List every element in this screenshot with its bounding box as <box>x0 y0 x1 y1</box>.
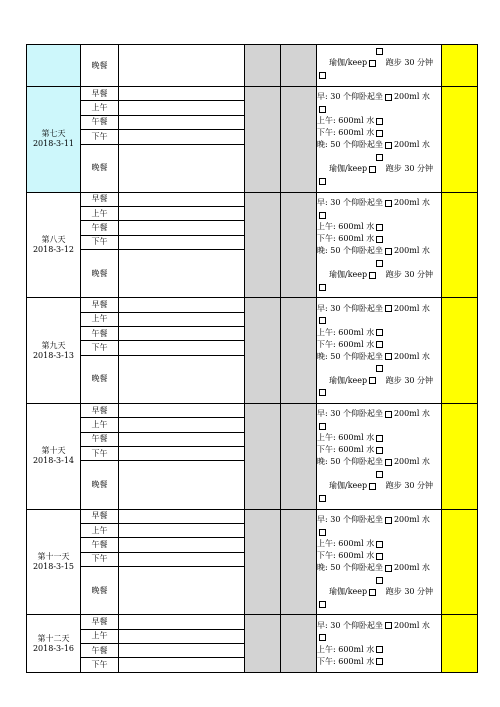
note-cell[interactable] <box>119 447 245 461</box>
plan-yoga: 瑜伽/keep <box>329 481 368 491</box>
plan-evening: 晚: 50 个仰卧起坐 <box>317 246 383 256</box>
plan-line <box>317 221 441 233</box>
table-row <box>27 404 478 418</box>
yellow-column-cell <box>442 509 478 615</box>
meal-breakfast: 早餐 <box>91 88 108 98</box>
plan-water-pm: 下午: 600ml 水 <box>317 551 375 561</box>
yellow-column-cell <box>442 192 478 298</box>
meal-label <box>81 207 119 221</box>
day-label-cell <box>27 298 81 404</box>
plan-line <box>317 514 441 526</box>
note-cell[interactable] <box>119 45 245 87</box>
day-name: 第十一天 <box>37 552 70 562</box>
plan-line <box>317 269 441 281</box>
checkbox[interactable] <box>369 589 376 596</box>
note-cell[interactable] <box>119 101 245 115</box>
yellow-column-cell <box>442 45 478 87</box>
day-date: 2018-3-11 <box>32 139 75 149</box>
meal-morning: 上午 <box>91 208 108 218</box>
plan-line <box>317 538 441 550</box>
meal-label <box>81 615 119 629</box>
plan-line <box>317 115 441 127</box>
note-cell[interactable] <box>119 509 245 523</box>
meal-afternoon: 下午 <box>91 131 108 141</box>
plan-line <box>317 586 441 598</box>
meal-label <box>81 341 119 355</box>
yellow-column-cell <box>442 87 478 193</box>
plan-line <box>317 444 441 456</box>
meal-label <box>81 432 119 446</box>
exercise-plan-cell <box>317 509 442 615</box>
checkbox[interactable] <box>369 272 376 279</box>
plan-water-am: 上午: 600ml 水 <box>317 327 375 337</box>
day-label-cell <box>27 192 81 298</box>
checkbox[interactable] <box>376 541 383 548</box>
plan-line <box>317 550 441 562</box>
plan-line <box>317 303 441 315</box>
checkbox[interactable] <box>385 94 392 101</box>
table-row <box>27 509 478 523</box>
day-date: 2018-3-14 <box>32 456 75 466</box>
plan-line <box>317 245 441 257</box>
plan-water-200: 200ml 水 <box>393 515 430 525</box>
table-row <box>27 87 478 101</box>
meal-lunch: 午餐 <box>91 328 108 338</box>
yellow-column-cell <box>442 404 478 510</box>
gray-column-cell <box>281 615 317 673</box>
checkbox[interactable] <box>385 459 392 466</box>
meal-lunch: 午餐 <box>91 540 108 550</box>
note-cell[interactable] <box>119 130 245 144</box>
meal-dinner: 晚餐 <box>91 163 108 173</box>
day-date: 2018-3-13 <box>32 350 75 360</box>
plan-morning: 早: 30 个仰卧起坐 <box>317 515 383 525</box>
meal-label <box>81 404 119 418</box>
exercise-plan-cell <box>317 615 442 673</box>
meal-afternoon: 下午 <box>91 660 108 670</box>
plan-line <box>317 139 441 151</box>
meal-afternoon: 下午 <box>91 448 108 458</box>
note-cell[interactable] <box>119 432 245 446</box>
plan-line <box>317 456 441 468</box>
checkbox[interactable] <box>385 248 392 255</box>
plan-morning: 早: 30 个仰卧起坐 <box>317 620 383 630</box>
note-cell[interactable] <box>119 207 245 221</box>
plan-water-am: 上午: 600ml 水 <box>317 539 375 549</box>
checkbox[interactable] <box>376 646 383 653</box>
plan-water-pm: 下午: 600ml 水 <box>317 339 375 349</box>
day-label-cell <box>27 87 81 193</box>
gray-column-cell <box>281 404 317 510</box>
note-cell[interactable] <box>119 524 245 538</box>
meal-dinner: 晚餐 <box>91 480 108 490</box>
plan-run: 跑步 30 分钟 <box>385 164 434 174</box>
plan-water-pm: 下午: 600ml 水 <box>317 445 375 455</box>
gray-column-cell <box>281 87 317 193</box>
plan-line <box>317 432 441 444</box>
plan-evening: 晚: 50 个仰卧起坐 <box>317 457 383 467</box>
checkbox[interactable] <box>376 341 383 348</box>
meal-label <box>81 629 119 643</box>
note-cell[interactable] <box>119 418 245 432</box>
plan-run: 跑步 30 分钟 <box>385 58 434 67</box>
meal-label <box>81 221 119 235</box>
meal-label <box>81 418 119 432</box>
yellow-column-cell <box>442 615 478 673</box>
plan-line <box>317 233 441 245</box>
note-cell[interactable] <box>119 404 245 418</box>
plan-line <box>317 480 441 492</box>
gray-column-cell <box>281 45 317 87</box>
note-cell[interactable] <box>119 567 245 615</box>
checkbox[interactable] <box>319 178 326 185</box>
day-name: 第七天 <box>41 129 66 139</box>
note-cell[interactable] <box>119 538 245 552</box>
gray-column-cell <box>281 509 317 615</box>
note-cell[interactable] <box>119 461 245 509</box>
checkbox[interactable] <box>376 329 383 336</box>
checkbox[interactable] <box>376 154 383 161</box>
meal-label <box>81 552 119 566</box>
meal-lunch: 午餐 <box>91 117 108 127</box>
meal-dinner: 晚餐 <box>91 374 108 384</box>
day-name: 第八天 <box>41 235 66 245</box>
checkbox[interactable] <box>319 634 326 641</box>
checkbox[interactable] <box>376 260 383 267</box>
meal-label <box>81 658 119 673</box>
checkbox[interactable] <box>319 72 326 79</box>
plan-line <box>317 351 441 363</box>
meal-breakfast: 早餐 <box>91 617 108 627</box>
checkbox[interactable] <box>319 212 326 219</box>
plan-run: 跑步 30 分钟 <box>385 481 434 491</box>
plan-evening: 晚: 50 个仰卧起坐 <box>317 140 383 150</box>
meal-afternoon: 下午 <box>91 554 108 564</box>
plan-water-200: 200ml 水 <box>393 246 430 256</box>
meal-lunch: 午餐 <box>91 223 108 233</box>
table-row <box>27 45 478 87</box>
checkbox[interactable] <box>319 317 326 324</box>
gray-column-cell <box>245 45 281 87</box>
plan-water-200: 200ml 水 <box>393 620 430 630</box>
meal-label <box>81 524 119 538</box>
checkbox[interactable] <box>385 411 392 418</box>
plan-water-200: 200ml 水 <box>393 140 430 150</box>
checkbox[interactable] <box>385 622 392 629</box>
checkbox[interactable] <box>319 284 326 291</box>
meal-morning: 上午 <box>91 525 108 535</box>
checkbox[interactable] <box>376 236 383 243</box>
diet-exercise-tracker-table <box>26 44 478 673</box>
plan-water-pm: 下午: 600ml 水 <box>317 656 375 666</box>
checkbox[interactable] <box>319 389 326 396</box>
day-date: 2018-3-16 <box>32 643 75 653</box>
gray-column-cell <box>245 192 281 298</box>
meal-label <box>81 101 119 115</box>
meal-label <box>81 144 119 192</box>
note-cell[interactable] <box>119 327 245 341</box>
plan-morning: 早: 30 个仰卧起坐 <box>317 92 383 102</box>
checkbox[interactable] <box>376 658 383 665</box>
meal-label <box>81 235 119 249</box>
plan-yoga: 瑜伽/keep <box>329 164 368 174</box>
gray-column-cell <box>281 192 317 298</box>
checkbox[interactable] <box>376 553 383 560</box>
note-cell[interactable] <box>119 235 245 249</box>
plan-water-200: 200ml 水 <box>393 457 430 467</box>
note-cell[interactable] <box>119 192 245 206</box>
checkbox[interactable] <box>369 60 376 67</box>
day-label-cell <box>27 45 81 87</box>
plan-line <box>317 91 441 103</box>
plan-line <box>317 408 441 420</box>
day-label-cell <box>27 615 81 673</box>
plan-water-200: 200ml 水 <box>393 92 430 102</box>
plan-water-200: 200ml 水 <box>393 409 430 419</box>
yellow-column-cell <box>442 298 478 404</box>
checkbox[interactable] <box>385 517 392 524</box>
exercise-plan-cell <box>317 87 442 193</box>
gray-column-cell <box>245 404 281 510</box>
day-date: 2018-3-15 <box>32 562 75 572</box>
meal-morning: 上午 <box>91 631 108 641</box>
plan-morning: 早: 30 个仰卧起坐 <box>317 303 383 313</box>
meal-breakfast: 早餐 <box>91 405 108 415</box>
plan-line <box>317 562 441 574</box>
plan-morning: 早: 30 个仰卧起坐 <box>317 409 383 419</box>
plan-water-200: 200ml 水 <box>393 303 430 313</box>
day-label-cell <box>27 509 81 615</box>
plan-line <box>317 197 441 209</box>
meal-label <box>81 298 119 312</box>
meal-morning: 上午 <box>91 103 108 113</box>
checkbox[interactable] <box>376 577 383 584</box>
checkbox[interactable] <box>376 118 383 125</box>
day-name: 第十二天 <box>37 633 70 643</box>
note-cell[interactable] <box>119 144 245 192</box>
day-name: 第十天 <box>41 446 66 456</box>
note-cell[interactable] <box>119 312 245 326</box>
meal-label <box>81 644 119 658</box>
meal-dinner: 晚餐 <box>91 60 108 70</box>
note-cell[interactable] <box>119 115 245 129</box>
plan-water-am: 上午: 600ml 水 <box>317 644 375 654</box>
plan-yoga: 瑜伽/keep <box>329 375 368 385</box>
meal-label <box>81 130 119 144</box>
meal-label <box>81 447 119 461</box>
checkbox[interactable] <box>385 353 392 360</box>
exercise-plan-cell <box>317 404 442 510</box>
meal-lunch: 午餐 <box>91 434 108 444</box>
exercise-plan-cell <box>317 192 442 298</box>
plan-yoga: 瑜伽/keep <box>329 58 368 67</box>
plan-morning: 早: 30 个仰卧起坐 <box>317 198 383 208</box>
checkbox[interactable] <box>369 377 376 384</box>
checkbox[interactable] <box>319 423 326 430</box>
meal-breakfast: 早餐 <box>91 194 108 204</box>
day-label-cell <box>27 404 81 510</box>
plan-water-am: 上午: 600ml 水 <box>317 433 375 443</box>
note-cell[interactable] <box>119 298 245 312</box>
checkbox[interactable] <box>319 495 326 502</box>
note-cell[interactable] <box>119 87 245 101</box>
plan-line <box>317 339 441 351</box>
checkbox[interactable] <box>319 601 326 608</box>
checkbox[interactable] <box>376 471 383 478</box>
meal-afternoon: 下午 <box>91 237 108 247</box>
checkbox[interactable] <box>385 565 392 572</box>
meal-dinner: 晚餐 <box>91 268 108 278</box>
plan-water-am: 上午: 600ml 水 <box>317 116 375 126</box>
plan-run: 跑步 30 分钟 <box>385 587 434 597</box>
meal-breakfast: 早餐 <box>91 511 108 521</box>
gray-column-cell <box>245 87 281 193</box>
checkbox[interactable] <box>376 447 383 454</box>
meal-label <box>81 250 119 298</box>
note-cell[interactable] <box>119 615 245 629</box>
meal-label <box>81 327 119 341</box>
checkbox[interactable] <box>385 142 392 149</box>
exercise-plan-cell <box>317 298 442 404</box>
meal-label <box>81 461 119 509</box>
checkbox[interactable] <box>319 529 326 536</box>
meal-breakfast: 早餐 <box>91 300 108 310</box>
meal-label <box>81 355 119 403</box>
checkbox[interactable] <box>376 48 383 55</box>
plan-line <box>317 163 441 175</box>
plan-water-pm: 下午: 600ml 水 <box>317 128 375 138</box>
plan-water-pm: 下午: 600ml 水 <box>317 234 375 244</box>
checkbox[interactable] <box>385 200 392 207</box>
meal-morning: 上午 <box>91 314 108 324</box>
day-date: 2018-3-12 <box>32 245 75 255</box>
meal-label <box>81 45 119 87</box>
meal-label <box>81 192 119 206</box>
note-cell[interactable] <box>119 341 245 355</box>
gray-column-cell <box>245 298 281 404</box>
note-cell[interactable] <box>119 658 245 673</box>
table-row <box>27 192 478 206</box>
day-name: 第九天 <box>41 340 66 350</box>
note-cell[interactable] <box>119 250 245 298</box>
checkbox[interactable] <box>376 130 383 137</box>
plan-run: 跑步 30 分钟 <box>385 375 434 385</box>
plan-evening: 晚: 50 个仰卧起坐 <box>317 351 383 361</box>
plan-line <box>317 127 441 139</box>
table-row <box>27 298 478 312</box>
note-cell[interactable] <box>119 629 245 643</box>
note-cell[interactable] <box>119 644 245 658</box>
checkbox[interactable] <box>376 224 383 231</box>
plan-water-200: 200ml 水 <box>393 563 430 573</box>
checkbox[interactable] <box>376 365 383 372</box>
meal-morning: 上午 <box>91 420 108 430</box>
gray-column-cell <box>245 509 281 615</box>
checkbox[interactable] <box>369 166 376 173</box>
plan-line <box>317 375 441 387</box>
meal-label <box>81 312 119 326</box>
meal-label <box>81 87 119 101</box>
exercise-plan-cell <box>317 45 442 87</box>
checkbox[interactable] <box>385 305 392 312</box>
plan-evening: 晚: 50 个仰卧起坐 <box>317 563 383 573</box>
note-cell[interactable] <box>119 355 245 403</box>
plan-line <box>317 327 441 339</box>
plan-yoga: 瑜伽/keep <box>329 270 368 280</box>
gray-column-cell <box>245 615 281 673</box>
plan-yoga: 瑜伽/keep <box>329 587 368 597</box>
note-cell[interactable] <box>119 221 245 235</box>
table-row <box>27 615 478 629</box>
meal-label <box>81 567 119 615</box>
gray-column-cell <box>281 298 317 404</box>
note-cell[interactable] <box>119 552 245 566</box>
plan-water-200: 200ml 水 <box>393 198 430 208</box>
plan-water-am: 上午: 600ml 水 <box>317 222 375 232</box>
checkbox[interactable] <box>319 106 326 113</box>
meal-lunch: 午餐 <box>91 645 108 655</box>
meal-label <box>81 115 119 129</box>
meal-dinner: 晚餐 <box>91 585 108 595</box>
checkbox[interactable] <box>376 435 383 442</box>
meal-label <box>81 509 119 523</box>
meal-label <box>81 538 119 552</box>
meal-afternoon: 下午 <box>91 343 108 353</box>
plan-run: 跑步 30 分钟 <box>385 270 434 280</box>
checkbox[interactable] <box>369 483 376 490</box>
plan-water-200: 200ml 水 <box>393 351 430 361</box>
